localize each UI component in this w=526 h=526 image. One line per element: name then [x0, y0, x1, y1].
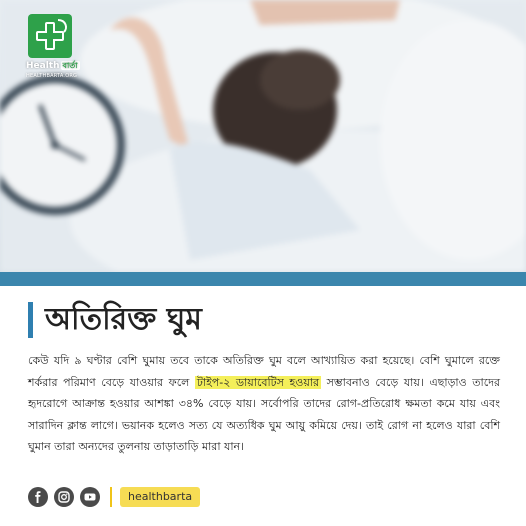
facebook-icon[interactable]	[28, 487, 48, 507]
social-footer	[28, 486, 200, 508]
body-text-part-1: কেউ যদি ৯ ঘণ্টার বেশি ঘুমায় তবে তাকে অতিরিক্ত ঘুম বলে আখ্যায়িত করা হয়েছে। বেশি ঘুমালে রক্তে শর্করার পরিমাণ বেড়ে যাওয়ার ফলে	[28, 354, 500, 389]
article-title: অতিরিক্ত ঘুম	[45, 302, 202, 337]
footer-divider	[110, 487, 112, 507]
medical-cross-icon	[28, 14, 72, 58]
instagram-icon[interactable]	[54, 487, 74, 507]
title-block	[28, 302, 202, 338]
title-accent-bar	[28, 302, 33, 338]
body-text-part-2: সম্ভাবনাও বেড়ে যায়। এছাড়াও তাদের হৃদরোগে আক্রান্ত হওয়ার আশঙ্কা ৩৪% বেড়ে যায়। সর্বোপরি তাদের রোগ-প্রতিরোধ ক্ষমতা কমে যায় এবং সারাদিন ক্লান্ত লাগে। ভয়ানক হলেও সত্য যে অত্যধিক ঘুম আয়ু কমিয়ে দেয়। তাই রোগ না হলেও যারা বেশি ঘুমান তারা অন্যদের তুলনায় তাড়াতাড়ি মারা যান।	[28, 375, 500, 454]
logo-url: HEALTHBARTA.ORG	[26, 73, 78, 79]
divider-stripe	[0, 272, 526, 286]
highlighted-phrase: টাইপ-২ ডায়াবেটিস হওয়ার	[196, 375, 320, 389]
article-body	[28, 350, 500, 458]
social-handle[interactable]: healthbarta	[120, 487, 200, 507]
brand-logo[interactable]	[26, 14, 78, 79]
logo-wordmark: Health বার্তা	[26, 61, 78, 71]
youtube-icon[interactable]	[80, 487, 100, 507]
